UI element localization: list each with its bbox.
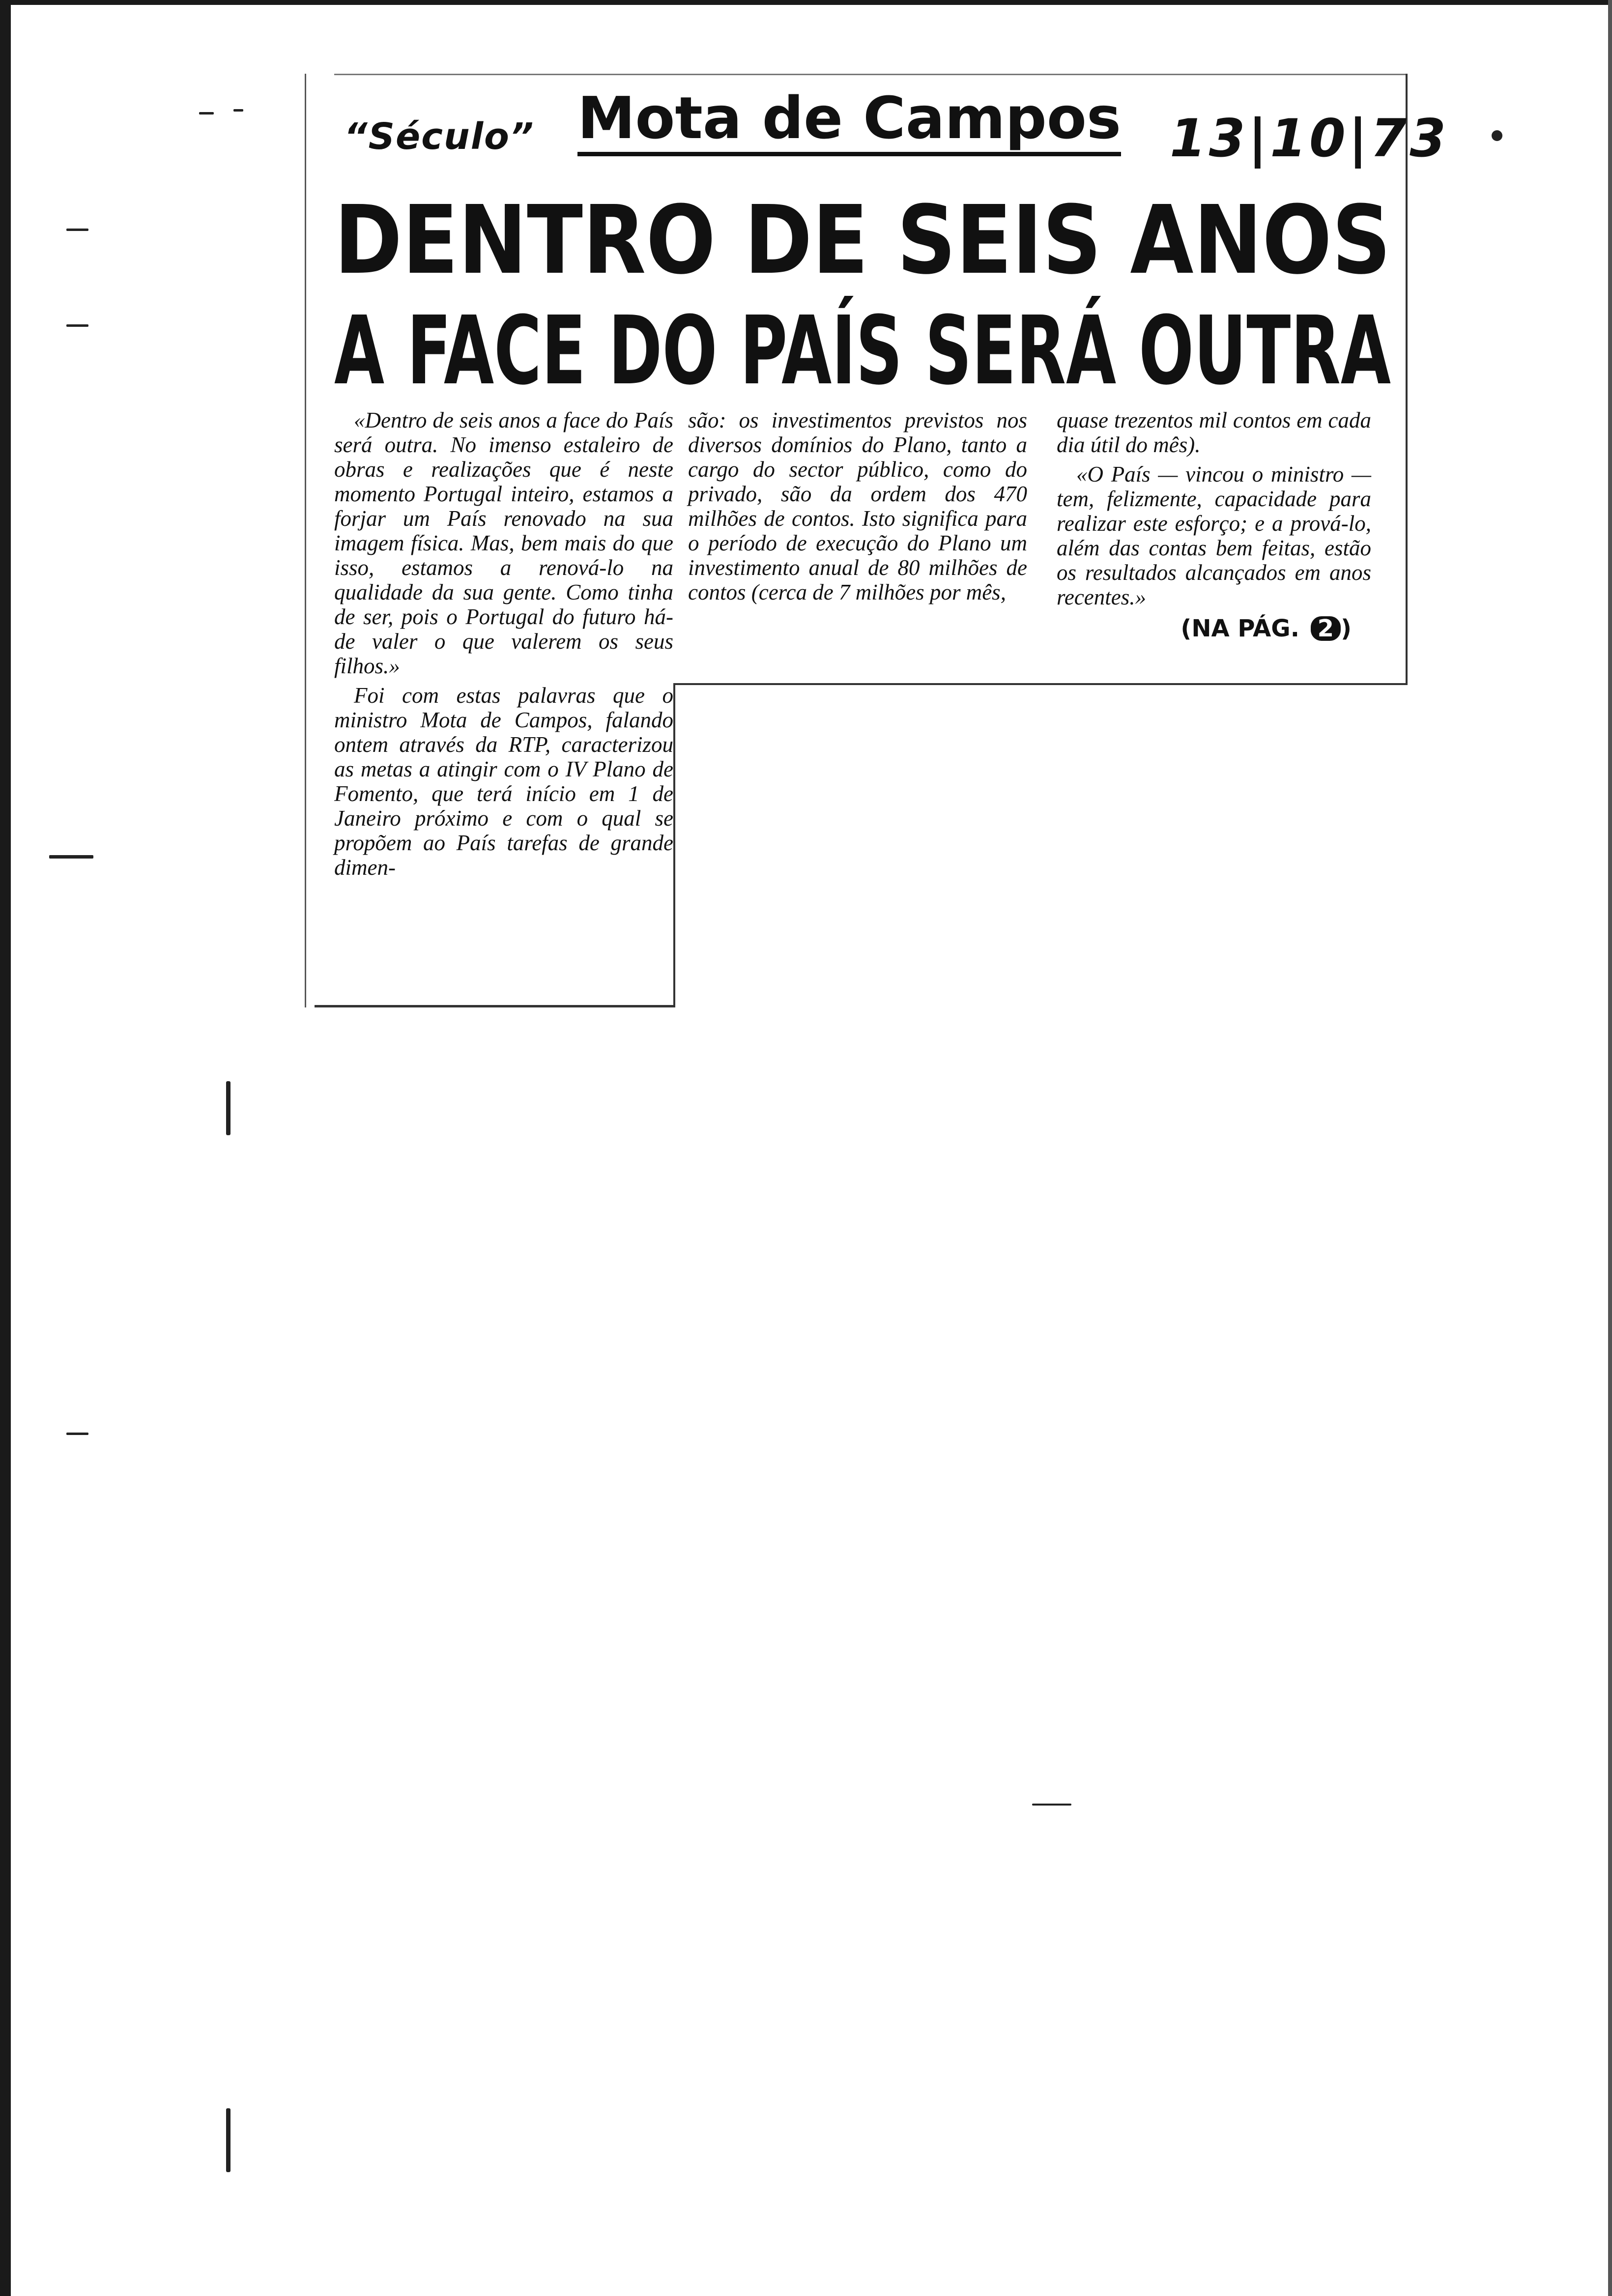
article-column-1 bbox=[334, 408, 673, 885]
scan-mark bbox=[66, 324, 88, 327]
scan-edge-left bbox=[0, 0, 11, 2296]
scan-edge-right bbox=[1608, 0, 1612, 2296]
scan-mark bbox=[49, 855, 93, 859]
headline-line-2: A FACE DO PAÍS SERÁ OUTRA bbox=[334, 296, 1391, 406]
article-column-3 bbox=[1057, 408, 1371, 641]
clipping-edge bbox=[673, 683, 675, 1007]
handwritten-source-note: “Século” bbox=[344, 115, 535, 158]
continuation-close: ) bbox=[1341, 615, 1352, 642]
kicker-title: Mota de Campos bbox=[577, 86, 1121, 156]
newspaper-clipping bbox=[305, 74, 1449, 1007]
handwritten-date-note: 13|10|73 bbox=[1170, 108, 1449, 169]
continuation-page-number: 2 bbox=[1311, 616, 1341, 641]
article-paragraph: quase trezentos mil contos em cada dia útil do mês). bbox=[1057, 408, 1371, 457]
continuation-label: (NA PÁG. bbox=[1180, 615, 1299, 642]
scan-mark bbox=[66, 1433, 88, 1435]
article-paragraph: «O País — vincou o ministro — tem, felizmente, capacidade para realizar este esforço; e a prová-lo, além das contas bem feitas, estão os resultados alcançados em anos recentes.» bbox=[1057, 462, 1371, 609]
scan-mark bbox=[199, 112, 214, 115]
continuation-reference bbox=[1057, 616, 1371, 641]
article-column-2 bbox=[688, 408, 1027, 609]
article-paragraph: «Dentro de seis anos a face do País será outra. No imenso estaleiro de obras e realizações que é neste momento Portugal inteiro, estamos a forjar um País renovado na sua imagem física. Mas, bem mais do que isso, estamos a renová-lo na qualidade da sua gente. Como tinha de ser, pois o Portugal do futuro há-de valer o que valerem os seus filhos.» bbox=[334, 408, 673, 678]
clipping-edge bbox=[315, 1005, 675, 1007]
headline-line-1: DENTRO DE SEIS ANOS bbox=[334, 186, 1391, 295]
scan-mark bbox=[66, 229, 88, 231]
clipping-edge bbox=[334, 74, 1406, 75]
clipping-edge bbox=[305, 74, 306, 1007]
article-paragraph: Foi com estas palavras que o ministro Mota de Campos, falando ontem através da RTP, caracterizou as metas a atingir com o IV Plano de Fomento, que terá início em 1 de Janeiro próximo e com o qual se propõem ao País tarefas de grande dimen- bbox=[334, 683, 673, 880]
scan-mark bbox=[1032, 1804, 1071, 1806]
clipping-header bbox=[329, 79, 1449, 169]
article-paragraph: são: os investimentos previstos nos diversos domínios do Plano, tanto a cargo do sector público, como do privado, são da ordem dos 470 milhões de contos. Isto significa para o período de execução do Plano um investimento anual de 80 milhões de contos (cerca de 7 milhões por mês, bbox=[688, 408, 1027, 604]
scan-mark bbox=[233, 109, 243, 112]
scan-mark bbox=[1492, 130, 1502, 141]
scan-mark bbox=[226, 1081, 230, 1135]
scan-mark bbox=[226, 2108, 230, 2172]
clipping-edge bbox=[673, 683, 1408, 685]
scan-edge-top bbox=[0, 0, 1612, 5]
